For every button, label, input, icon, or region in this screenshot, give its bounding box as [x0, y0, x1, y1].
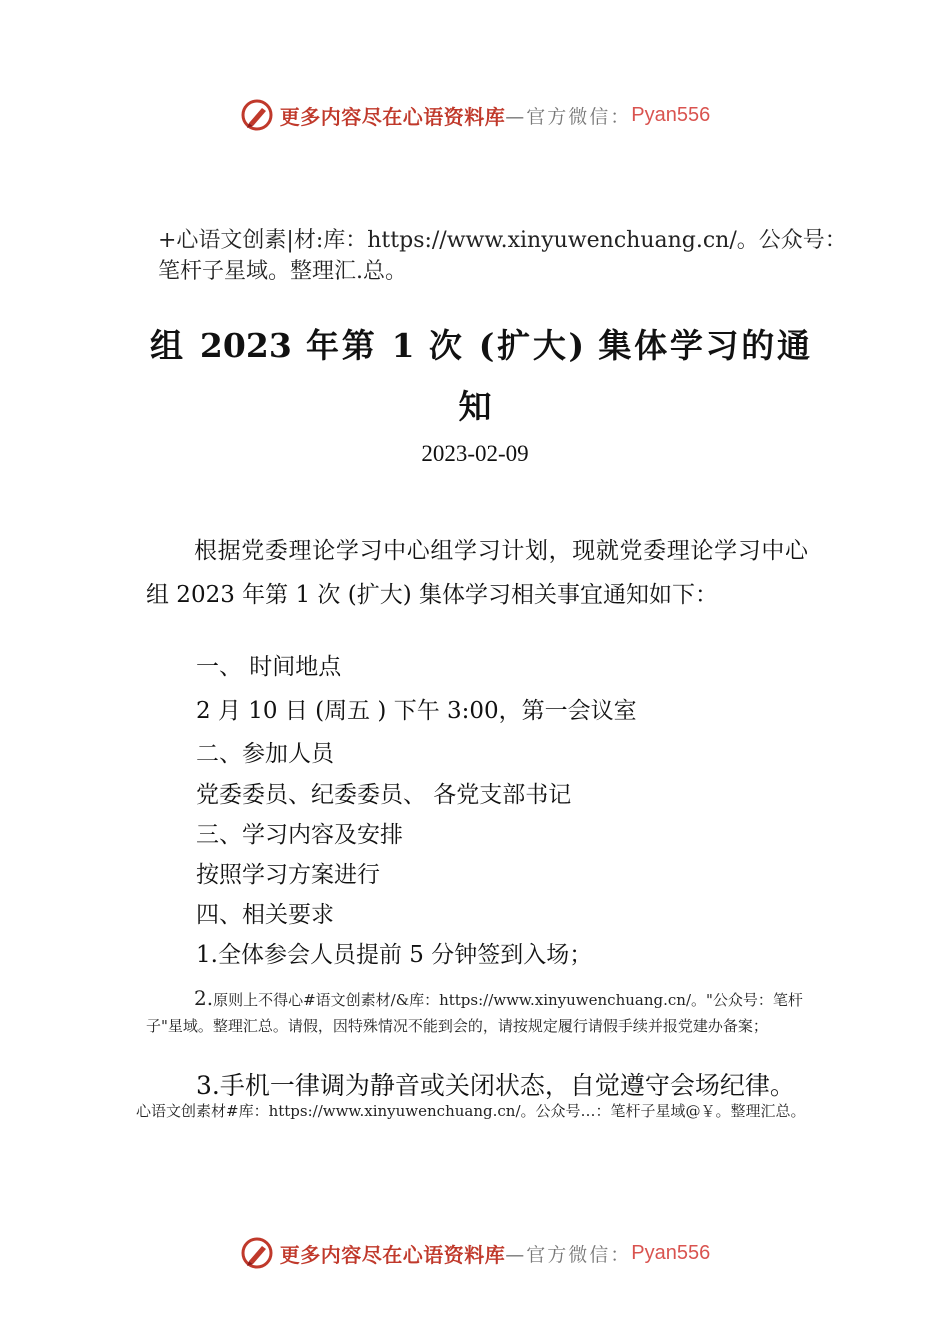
pen-logo-icon: [240, 1236, 274, 1270]
section-2-heading: 二、参加人员: [196, 741, 334, 767]
section-4-heading: 四、相关要求: [196, 902, 334, 928]
intro-paragraph: 根据党委理论学习中心组学习计划，现就党委理论学习中心 组 2023 年第 1 次 (扩大) 集体学习相关事宜通知如下：: [146, 538, 808, 608]
section-3-heading: 三、学习内容及安排: [196, 822, 403, 848]
header-banner: [0, 95, 950, 135]
banner-wechat-id: Pyan556: [631, 103, 711, 126]
document-title-line1: 组 2023 年第 1 次 (扩大) 集体学习的通: [150, 326, 810, 365]
banner-slogan: 更多内容尽在心语资料库: [279, 1242, 506, 1267]
footer-banner: [0, 1233, 950, 1273]
requirement-3: 3.手机一律调为静音或关闭状态，自觉遵守会场纪律。: [196, 1071, 795, 1100]
requirement-2: [146, 985, 816, 1039]
requirement-2-text: 原则上不得心#语文创素材/&库：https://www.xinyuwenchuang.cn/。"公众号：笔杆子"星域。整理汇总。请假，因特殊情况不能到会的，请按规定履行请假手续并报党建办备案；: [146, 991, 803, 1035]
source-notice-bottom: 心语文创素材#库：https://www.xinyuwenchuang.cn/。公众号…：笔杆子星域@￥。整理汇总。: [136, 1102, 806, 1120]
requirement-1: 1.全体参会人员提前 5 分钟签到入场；: [196, 942, 593, 968]
section-2-body: 党委委员、纪委委员、 各党支部书记: [196, 782, 572, 808]
requirement-2-number: 2.: [194, 986, 214, 1010]
source-notice-top: +心语文创素|材:库：https://www.xinyuwenchuang.cn/。公众号：笔杆子星域。整理汇.总。: [158, 228, 847, 284]
section-3-body: 按照学习方案进行: [196, 862, 380, 888]
document-title-line2: 知: [458, 387, 492, 426]
document-date: 2023-02-09: [421, 441, 529, 466]
section-1-body: 2 月 10 日 (周五 ) 下午 3:00，第一会议室: [196, 698, 637, 724]
banner-slogan: 更多内容尽在心语资料库: [279, 104, 506, 129]
banner-wechat-label: —官方微信：: [505, 105, 632, 128]
pen-logo-icon: [240, 98, 274, 132]
banner-wechat-label: —官方微信：: [505, 1243, 632, 1266]
section-1-heading: 一、 时间地点: [196, 654, 342, 680]
banner-wechat-id: Pyan556: [631, 1241, 711, 1264]
